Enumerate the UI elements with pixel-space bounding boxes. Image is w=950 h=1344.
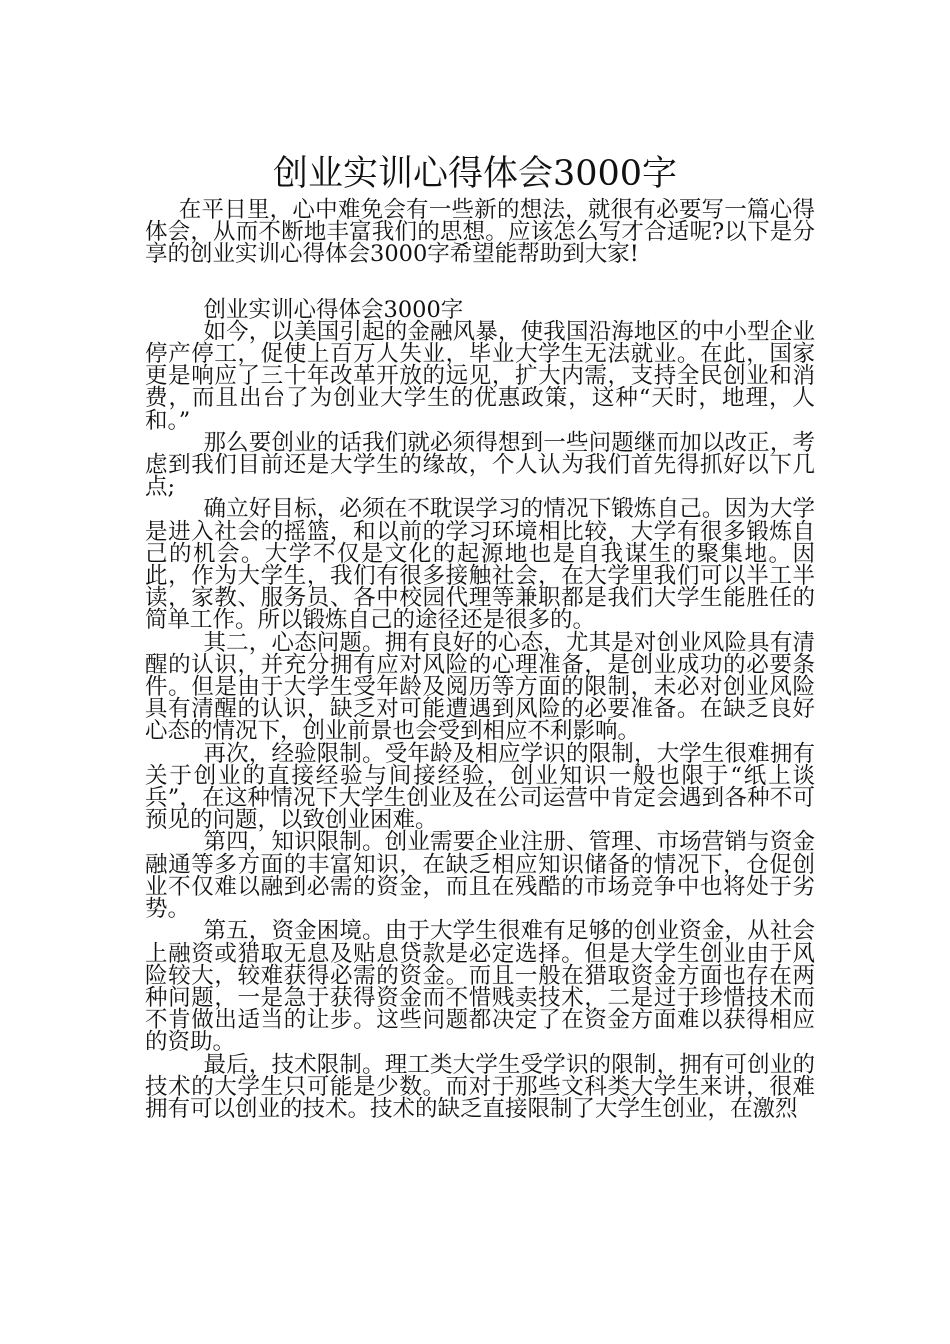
body-paragraph-3: 确立好目标，必须在不耽误学习的情况下锻炼自己。因为大学是进入社会的摇篮，和以前的学习环境相比较，大学有很多锻炼自己的机会。大学不仅是文化的起源地也是自我谋生的聚集地。因此，作为大学生，我们有很多接触社会，在大学里我们可以半工半读，家教、服务员、各中校园代理等兼职都是我们大学生能胜任的简单工作。所以锻炼自己的途径还是很多的。 bbox=[145, 496, 815, 634]
body-paragraph-6: 第四，知识限制。创业需要企业注册、管理、市场营销与资金融通等多方面的丰富知识，在缺乏相应知识储备的情况下，仓促创业不仅难以融到必需的资金，而且在残酷的市场竞争中也将处于劣势。 bbox=[145, 829, 815, 923]
body-paragraph-2: 那么要创业的话我们就必须得想到一些问题继而加以改正，考虑到我们目前还是大学生的缘故，个人认为我们首先得抓好以下几点; bbox=[145, 429, 815, 501]
body-paragraph-1: 如今，以美国引起的金融风暴，使我国沿海地区的中小型企业停产停工，促使上百万人失业，毕业大学生无法就业。在此，国家更是响应了三十年改革开放的远见，扩大内需，支持全民创业和消费，而且出台了为创业大学生的优惠政策，这种“天时，地理，人和。” bbox=[145, 318, 815, 434]
document-body bbox=[145, 199, 815, 1120]
intro-paragraph: 在平日里，心中难免会有一些新的想法，就很有必要写一篇心得体会，从而不断地丰富我们的思想。应该怎么写才合适呢?以下是分享的创业实训心得体会3000字希望能帮助到大家! bbox=[145, 197, 815, 268]
section-heading: 创业实训心得体会3000字 bbox=[203, 296, 464, 323]
document-title: 创业实训心得体会3000字 bbox=[272, 154, 678, 195]
body-paragraph-5: 再次，经验限制。受年龄及相应学识的限制，大学生很难拥有关于创业的直接经验与间接经验，创业知识一般也限于“纸上谈兵”，在这种情况下大学生创业及在公司运营中肯定会遇到各种不可预见的问题，以致创业困难。 bbox=[145, 740, 815, 834]
body-paragraph-4: 其二，心态问题。拥有良好的心态，尤其是对创业风险具有清醒的认识，并充分拥有应对风险的心理准备，是创业成功的必要条件。但是由于大学生受年龄及阅历等方面的限制，未必对创业风险具有清醒的认识，缺乏对可能遭遇到风险的必要准备。在缺乏良好心态的情况下，创业前景也会受到相应不利影响。 bbox=[145, 629, 815, 745]
body-paragraph-8: 最后，技术限制。理工类大学生受学识的限制，拥有可创业的技术的大学生只可能是少数。而对于那些文科类大学生来讲，很难拥有可以创业的技术。技术的缺乏直接限制了大学生创业，在激烈 bbox=[145, 1051, 815, 1122]
body-paragraph-7: 第五，资金困境。由于大学生很难有足够的创业资金，从社会上融资或猎取无息及贴息贷款是必定选择。但是大学生创业由于风险较大，较难获得必需的资金。而且一般在猎取资金方面也存在两种问题，一是急于获得资金而不惜贱卖技术，二是过于珍惜技术而不肯做出适当的让步。这些问题都决定了在资金方面难以获得相应的资助。 bbox=[145, 918, 815, 1056]
